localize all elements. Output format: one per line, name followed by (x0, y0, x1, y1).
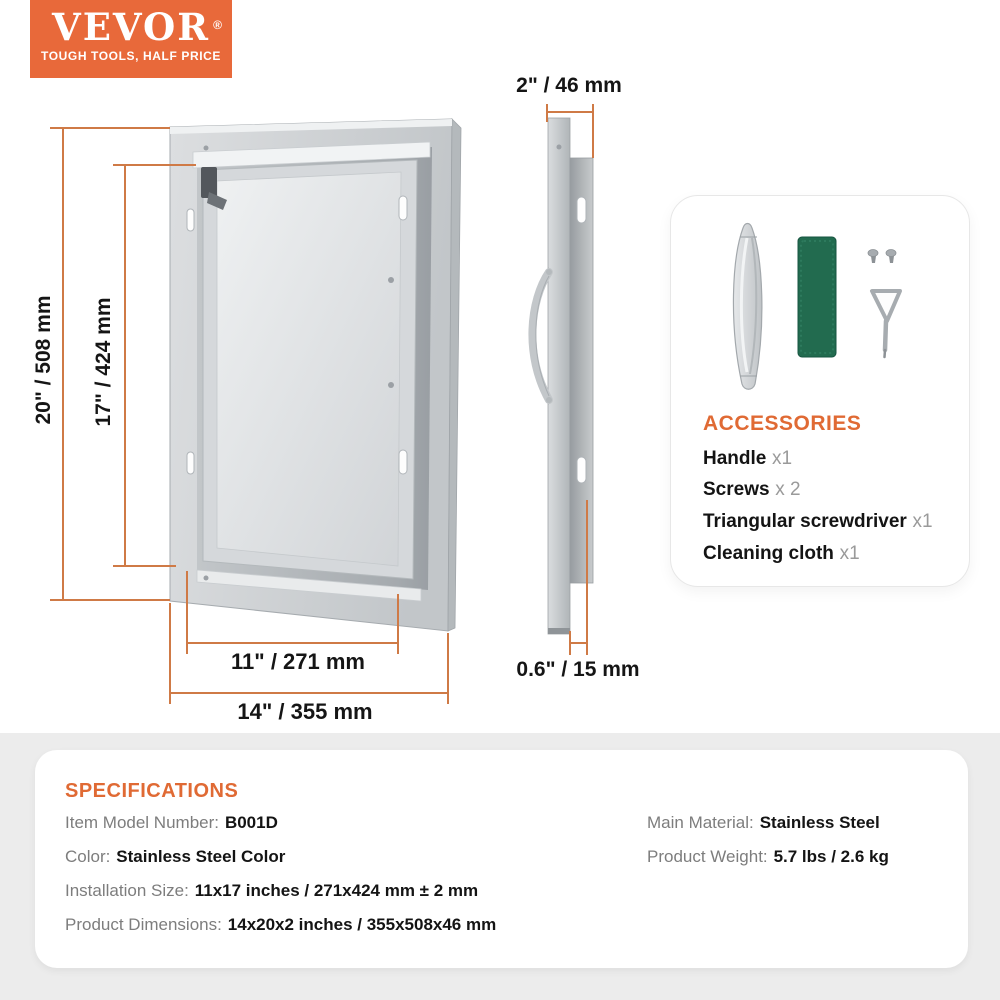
hinge (201, 167, 227, 210)
spec-row-main-material: Main Material: Stainless Steel (647, 813, 880, 832)
spec-row-product-weight: Product Weight: 5.7 lbs / 2.6 kg (647, 847, 889, 866)
accessory-item-screwdriver: Triangular screwdriver x1 (703, 511, 933, 532)
side-handle (530, 268, 552, 404)
dim-label-width-outer: 14" / 355 mm (237, 699, 373, 724)
spec-row-color: Color: Stainless Steel Color (65, 847, 286, 866)
accessory-item-cleaning-cloth: Cleaning cloth x1 (703, 543, 860, 564)
dim-label-height-inner: 17" / 424 mm (92, 297, 115, 427)
dim-label-height-outer: 20" / 508 mm (32, 295, 55, 425)
screws-detail (204, 146, 395, 581)
side-view-drawing (530, 118, 593, 634)
accessory-item-screws: Screws x 2 (703, 479, 801, 500)
spec-row-product-dimensions: Product Dimensions: 14x20x2 inches / 355x508x46 mm (65, 915, 497, 934)
dim-label-depth: 2" / 46 mm (516, 74, 622, 97)
front-view-drawing (170, 119, 461, 631)
dim-label-thickness: 0.6" / 15 mm (516, 658, 640, 681)
dimension-lines (50, 104, 593, 704)
specifications-panel (35, 750, 968, 968)
spec-row-installation-size: Installation Size: 11x17 inches / 271x424 mm ± 2 mm (65, 881, 479, 900)
spec-row-model: Item Model Number: B001D (65, 813, 278, 832)
vevor-logo (30, 0, 232, 78)
registered-mark: ® (213, 18, 224, 32)
brand-name: VEVOR ® (52, 5, 224, 49)
specifications-title: SPECIFICATIONS (65, 780, 239, 802)
mounting-slots (187, 196, 407, 474)
dim-label-width-inner: 11" / 271 mm (231, 649, 365, 674)
brand-tagline: TOUGH TOOLS, HALF PRICE (40, 49, 222, 63)
accessories-title: ACCESSORIES (703, 412, 862, 435)
accessory-item-handle: Handle x1 (703, 448, 793, 469)
